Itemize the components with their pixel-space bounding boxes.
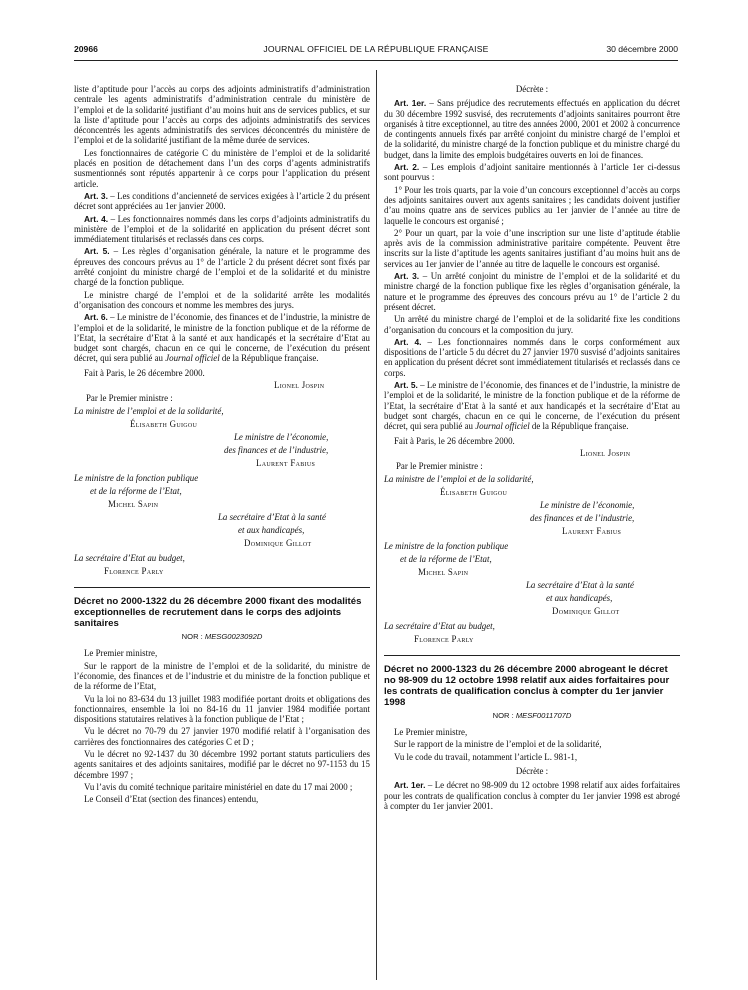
minister-title: et de la réforme de l’Etat, bbox=[400, 553, 492, 564]
journal-officiel-ref: Journal officiel bbox=[165, 353, 220, 364]
minister-title: et de la réforme de l’Etat, bbox=[90, 486, 182, 497]
article-label: Art. 1er. bbox=[394, 98, 427, 109]
signatory-name: Laurent Fabius bbox=[562, 525, 622, 536]
article-1 bbox=[384, 780, 680, 811]
header-rule bbox=[74, 60, 678, 61]
paragraph: Le ministre chargé de l’emploi et de la solidarité arrête les modalités d’organisation des concours et nomme les membres des jurys. bbox=[74, 289, 370, 310]
minister-title: Le ministre de la fonction publique bbox=[74, 473, 199, 484]
nor-code: MESG0023092D bbox=[204, 632, 263, 642]
signatory-name: Laurent Fabius bbox=[256, 458, 316, 469]
signatory-name: Dominique Gillot bbox=[244, 538, 312, 549]
article-5 bbox=[74, 246, 370, 287]
page-number: 20966 bbox=[74, 44, 98, 54]
signature-pm: Lionel Jospin bbox=[274, 380, 325, 391]
paragraph: Le Premier ministre, bbox=[84, 648, 158, 659]
article-6 bbox=[74, 312, 370, 363]
visa: Vu le décret no 70-79 du 27 janvier 1970 modifié relatif à l’organisation des carrières des fonctionnaires des catégories C et D ; bbox=[74, 726, 370, 747]
decree-title: Décret no 2000-1322 du 26 décembre 2000 fixant des modalités exceptionnelles de recrutement dans le corps des adjoints sanitaires bbox=[74, 596, 362, 630]
paragraph: 1° Pour les trois quarts, par la voie d’un concours exceptionnel d’accès au corps des adjoints sanitaires ouvert aux agents sanitaires ; les candidats doivent justifier d’au moins quatre ans de services publics au 1er janvier de l’année au titre de laquelle le concours est organisé ; bbox=[384, 184, 680, 226]
visa: Sur le rapport de la ministre de l’emploi et de la solidarité, du ministre de l’économie, des finances et de l’industrie et du ministre de la fonction publique et de la réforme de l’Etat, bbox=[74, 660, 370, 692]
article-text: – Sans préjudice des recrutements effectués en application du décret du 30 décembre 1992 susvisé, des recrutements d’adjoints sanitaires pourront être organisés à titre exceptionnel, au titre des années 2000, 2001 et 2002 à concurrence de contingents annuels fixés par arrêté conjoint du ministre chargé de l’emploi et de la solidarité, du ministre chargé de la fonction publique et du ministre chargé du budget, dans la limite des emplois budgétaires ouverts en loi de finances. bbox=[384, 98, 680, 160]
right-column bbox=[384, 84, 680, 813]
issue-date: 30 décembre 2000 bbox=[606, 44, 678, 54]
article-text: – Un arrêté conjoint du ministre de l’emploi et de la solidarité et du ministre chargé de la fonction publique fixe les règles d’organisation générale, la nature et le programme des épreuves des concours prévu au 1° de l’article 2 du présent décret. bbox=[384, 271, 680, 312]
signatory-name: Florence Parly bbox=[414, 633, 474, 644]
minister-title: La secrétaire d’Etat au budget, bbox=[74, 553, 185, 564]
visa: Sur le rapport de la ministre de l’emploi et de la solidarité, bbox=[394, 739, 602, 750]
minister-title: La ministre de l’emploi et de la solidarité, bbox=[384, 473, 534, 484]
visa: Vu la loi no 83-634 du 13 juillet 1983 modifiée portant droits et obligations des fonctionnaires, ensemble la loi no 84-16 du 11 janvier 1984 modifiée portant dispositions statutaires relatives à la fonction publique de l’Etat ; bbox=[74, 693, 370, 725]
article-label: Art. 5. bbox=[394, 380, 418, 391]
paragraph: 2° Pour un quart, par la voie d’une inscription sur une liste d’aptitude établie après avis de la commission administrative paritaire compétente. Peuvent être inscrits sur la liste d’aptitude les agents sanitaires justifiant d’au moins huit ans de services au 1er janvier de l’année au titre de laquelle le concours est organisé. bbox=[384, 227, 680, 269]
signatory-name: Florence Parly bbox=[104, 566, 164, 577]
article-text: – Les conditions d’ancienneté de services exigées à l’article 2 du présent décret sont appréciées au 1er janvier 2000. bbox=[74, 190, 370, 212]
column-separator bbox=[376, 70, 377, 980]
article-4 bbox=[384, 337, 680, 378]
article-4 bbox=[74, 214, 370, 245]
minister-title: et aux handicapés, bbox=[238, 525, 305, 536]
article-3 bbox=[74, 191, 370, 212]
minister-title: La secrétaire d’Etat à la santé bbox=[218, 512, 326, 523]
minister-title: Le ministre de la fonction publique bbox=[384, 540, 509, 551]
nor-label: NOR : bbox=[492, 710, 516, 720]
signature-pm: Lionel Jospin bbox=[580, 447, 631, 458]
article-text: – Les fonctionnaires nommés dans le corps conformément aux dispositions de l’article 5 du décret du 27 janvier 1970 susvisé d’adjoints sanitaires en application du présent décret sont immédiatement titularisés et reclassés dans ce corps. bbox=[384, 336, 680, 378]
article-label: Art. 4. bbox=[84, 213, 109, 224]
visa: Vu l’avis du comité technique paritaire ministériel en date du 17 mai 2000 ; bbox=[84, 781, 353, 792]
paragraph: Un arrêté du ministre chargé de l’emploi et de la solidarité fixe les conditions d’organisation du concours et la composition du jury. bbox=[384, 314, 680, 335]
paragraph: liste d’aptitude pour l’accès au corps des adjoints administratifs d’administration centrale les agents administratifs d’administration centrale du ministère de l’emploi et de la solidarité justifiant d’au moins huit ans de services publics, et sur la liste d’aptitude pour l’accès au corps des adjoints administratifs des services déconcentrés les agents administratifs des services déconcentrés du ministère de l’emploi et de la solidarité justifiant de la même durée de services. bbox=[74, 84, 370, 146]
article-text: – Le décret no 98-909 du 12 octobre 1998 relatif aux aides forfaitaires pour les contrats de qualification conclus à compter du 1er janvier 1998 est abrogé à compter du 1er janvier 2001. bbox=[384, 780, 680, 811]
article-text: – Le ministre de l’économie, des finances et de l’industrie, la ministre de l’emploi et de la solidarité, le ministre de la fonction publique et de la réforme de l’Etat, la secrétaire d’Etat à la santé et aux handicapés et la secrétaire d’Etat au budget sont chargés, chacun en ce qui le concerne, de l’exécution du présent décret, qui sera publié au bbox=[74, 312, 370, 364]
nor-reference bbox=[384, 711, 680, 721]
article-text: – Les fonctionnaires nommés dans les corps d’adjoints administratifs du ministère de l’emploi et de la solidarité en application du présent décret sont immédiatement titularisés et reclassés dans ces corps. bbox=[74, 213, 370, 245]
article-label: Art. 5. bbox=[84, 246, 110, 257]
article-text: – Les règles d’organisation générale, la nature et le programme des épreuves des concours prévus au 1° de l’article 2 du présent décret sont fixés par arrêté conjoint du ministre chargé de l’emploi et de la solidarité et du ministre chargé de la fonction publique. bbox=[74, 246, 370, 288]
minister-title: et aux handicapés, bbox=[546, 592, 613, 603]
section-rule bbox=[74, 587, 370, 588]
signatory-name: Michel Sapin bbox=[418, 566, 469, 577]
nor-code: MESF0011707D bbox=[515, 710, 572, 720]
article-label: Art. 3. bbox=[84, 190, 108, 201]
minister-title: des finances et de l’industrie, bbox=[530, 512, 635, 523]
nor-label: NOR : bbox=[181, 632, 205, 642]
visa: Vu le décret no 92-1437 du 30 décembre 1992 portant statuts particuliers des agents sanitaires et des adjoints sanitaires, modifié par le décret no 97-1153 du 15 décembre 1997 ; bbox=[74, 748, 370, 780]
nor-reference bbox=[74, 632, 370, 642]
par-le-premier-ministre: Par le Premier ministre : bbox=[86, 393, 173, 404]
minister-title: Le ministre de l’économie, bbox=[540, 499, 635, 510]
article-label: Art. 1er. bbox=[394, 780, 426, 791]
paragraph: Les fonctionnaires de catégorie C du ministère de l’emploi et de la solidarité placés en position de détachement dans l’un des corps d’agents administratifs susmentionnés sont réputés appartenir à ce corps pour l’application du présent article. bbox=[74, 147, 370, 189]
article-2 bbox=[384, 162, 680, 183]
visa: Vu le code du travail, notamment l’article L. 981-1, bbox=[394, 751, 578, 762]
decrete-heading: Décrète : bbox=[515, 765, 549, 776]
minister-title: des finances et de l’industrie, bbox=[224, 445, 329, 456]
minister-title: Le ministre de l’économie, bbox=[234, 432, 329, 443]
article-label: Art. 3. bbox=[394, 271, 420, 282]
signatory-name: Michel Sapin bbox=[108, 499, 159, 510]
paragraph: Le Premier ministre, bbox=[394, 727, 468, 738]
left-column bbox=[74, 84, 370, 806]
fait-a-paris: Fait à Paris, le 26 décembre 2000. bbox=[84, 367, 205, 378]
article-3 bbox=[384, 271, 680, 312]
decrete-heading: Décrète : bbox=[515, 84, 549, 94]
article-label: Art. 6. bbox=[84, 312, 108, 323]
article-label: Art. 4. bbox=[394, 336, 422, 347]
minister-title: La ministre de l’emploi et de la solidarité, bbox=[74, 406, 224, 417]
signatory-name: Élisabeth Guigou bbox=[130, 419, 198, 430]
signatory-name: Élisabeth Guigou bbox=[440, 486, 508, 497]
page-header bbox=[74, 44, 678, 58]
minister-title: La secrétaire d’Etat au budget, bbox=[384, 620, 495, 631]
article-label: Art. 2. bbox=[394, 162, 420, 173]
signatory-name: Dominique Gillot bbox=[552, 605, 620, 616]
journal-officiel-ref: Journal officiel bbox=[475, 421, 530, 432]
article-text-end: de la République française. bbox=[529, 421, 629, 432]
journal-title: JOURNAL OFFICIEL DE LA RÉPUBLIQUE FRANÇAISE bbox=[263, 44, 489, 54]
minister-title: La secrétaire d’Etat à la santé bbox=[526, 579, 634, 590]
section-rule bbox=[384, 655, 680, 656]
article-5 bbox=[384, 380, 680, 431]
par-le-premier-ministre: Par le Premier ministre : bbox=[396, 460, 483, 471]
article-text: – Les emplois d’adjoint sanitaire mentionnés à l’article 1er ci-dessus sont pourvus : bbox=[384, 162, 680, 183]
article-text-end: de la République française. bbox=[219, 353, 319, 364]
decree-title: Décret no 2000-1323 du 26 décembre 2000 abrogeant le décret no 98-909 du 12 octobre 1998 relatif aux aides forfaitaires pour les contrats de qualification conclus à compter du 1er janvier 1998 bbox=[384, 663, 670, 708]
fait-a-paris: Fait à Paris, le 26 décembre 2000. bbox=[394, 435, 515, 446]
visa: Le Conseil d’Etat (section des finances) entendu, bbox=[84, 794, 259, 805]
article-1 bbox=[384, 98, 680, 160]
article-text: – Le ministre de l’économie, des finances et de l’industrie, la ministre de l’emploi et de la solidarité, le ministre de la fonction publique et de la réforme de l’Etat, la secrétaire d’Etat à la santé et aux handicapés et la secrétaire d’Etat au budget sont chargés, chacun en ce qui le concerne, de l’exécution du présent décret, qui sera publié au bbox=[384, 380, 680, 432]
